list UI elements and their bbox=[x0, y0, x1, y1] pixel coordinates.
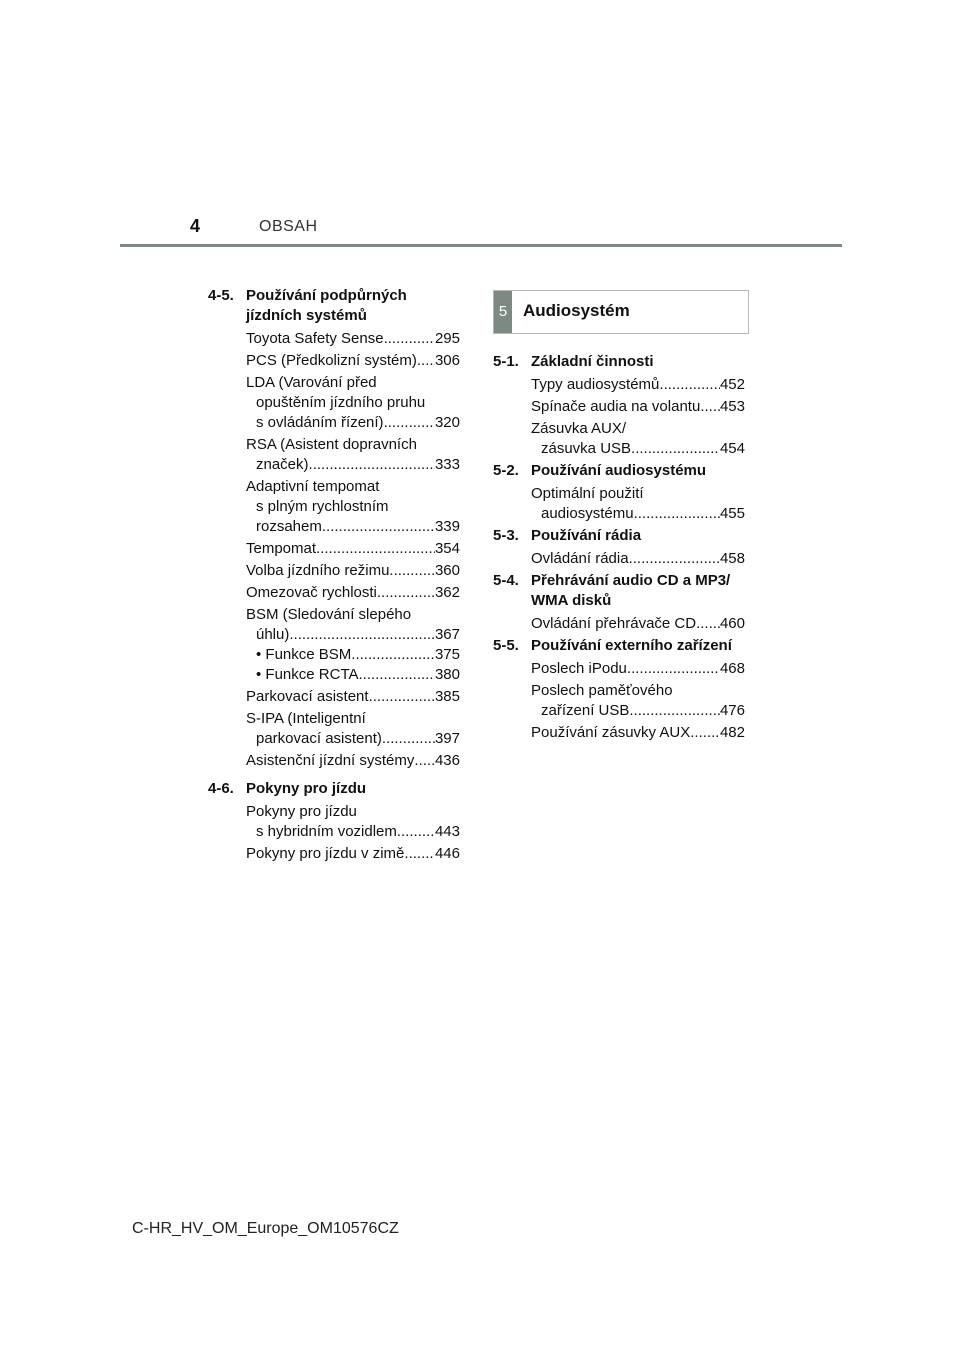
toc-section-heading[interactable]: 4-6. Pokyny pro jízdu bbox=[208, 780, 367, 797]
page-ref: 436 bbox=[434, 752, 460, 769]
toc-section-heading[interactable]: 5-1. Základní činnosti bbox=[493, 353, 654, 370]
chapter-heading-box[interactable] bbox=[493, 290, 749, 334]
toc-entry[interactable]: S-IPA (Inteligentní parkovací asistent) ..... 397 bbox=[208, 709, 460, 749]
toc-entry[interactable]: RSA (Asistent dopravních značek) ..... 333 bbox=[208, 435, 460, 475]
page-ref: 306 bbox=[434, 352, 460, 369]
chapter-number-tab: 5 bbox=[494, 291, 512, 333]
toc-subentry[interactable]: • Funkce RCTA ..... 380 bbox=[246, 665, 460, 685]
page-ref: 295 bbox=[434, 330, 460, 347]
page-ref: 458 bbox=[719, 550, 745, 567]
toc-entry[interactable]: Pokyny pro jízdu s hybridním vozidlem ..... 443 bbox=[208, 802, 460, 842]
header-divider bbox=[120, 244, 842, 247]
page-ref: 354 bbox=[434, 540, 460, 557]
page-ref: 455 bbox=[719, 505, 745, 522]
page-ref: 460 bbox=[719, 615, 745, 632]
chapter-title: Audiosystém bbox=[523, 301, 630, 320]
toc-entry[interactable]: Tempomat ..... 354 bbox=[208, 539, 460, 559]
page-ref: 453 bbox=[719, 398, 745, 415]
section-title: OBSAH bbox=[259, 218, 318, 235]
toc-entry[interactable]: BSM (Sledování slepého úhlu) ..... 367 • Funkce BSM ..... 375 • Funkce RCTA ..... 380 bbox=[208, 605, 460, 685]
page-ref: 446 bbox=[434, 845, 460, 862]
page-ref: 375 bbox=[434, 646, 460, 663]
toc-section-heading[interactable]: 5-2. Používání audiosystému bbox=[493, 462, 707, 479]
page-ref: 367 bbox=[434, 626, 460, 643]
page-ref: 454 bbox=[719, 440, 745, 457]
page-header bbox=[120, 216, 842, 246]
toc-subentry[interactable]: • Funkce BSM ..... 375 bbox=[246, 645, 460, 665]
toc-entry[interactable]: Používání zásuvky AUX ..... 482 bbox=[493, 723, 745, 743]
toc-entry[interactable]: Spínače audia na volantu ..... 453 bbox=[493, 397, 745, 417]
toc-section-heading[interactable]: 4-5. Používání podpůrných jízdních systémů bbox=[208, 287, 407, 324]
toc-entry[interactable]: Pokyny pro jízdu v zimě ..... 446 bbox=[208, 844, 460, 864]
page-ref: 339 bbox=[434, 518, 460, 535]
toc-entry[interactable]: Ovládání přehrávače CD ..... 460 bbox=[493, 614, 745, 634]
page-ref: 320 bbox=[434, 414, 460, 431]
toc-entry[interactable]: Typy audiosystémů ..... 452 bbox=[493, 375, 745, 395]
page-ref: 362 bbox=[434, 584, 460, 601]
page-ref: 482 bbox=[719, 724, 745, 741]
page-ref: 360 bbox=[434, 562, 460, 579]
toc-entry[interactable]: Optimální použití audiosystému ..... 455 bbox=[493, 484, 745, 524]
toc-entry[interactable]: Poslech iPodu ..... 468 bbox=[493, 659, 745, 679]
toc-entry[interactable]: LDA (Varování před opuštěním jízdního pruhu s ovládáním řízení) ..... 320 bbox=[208, 373, 460, 433]
page-ref: 452 bbox=[719, 376, 745, 393]
toc-entry[interactable]: PCS (Předkolizní systém) ..... 306 bbox=[208, 351, 460, 371]
toc-entry[interactable]: Adaptivní tempomat s plným rychlostním rozsahem ..... 339 bbox=[208, 477, 460, 537]
page-ref: 468 bbox=[719, 660, 745, 677]
toc-entry[interactable]: Zásuvka AUX/ zásuvka USB ..... 454 bbox=[493, 419, 745, 459]
toc-entry[interactable]: Poslech paměťového zařízení USB ..... 476 bbox=[493, 681, 745, 721]
toc-left-column bbox=[208, 286, 460, 866]
toc-section-heading[interactable]: 5-4. Přehrávání audio CD a MP3/ WMA disků bbox=[493, 572, 731, 609]
toc-section-heading[interactable]: 5-3. Používání rádia bbox=[493, 527, 642, 544]
toc-entry[interactable]: Parkovací asistent ..... 385 bbox=[208, 687, 460, 707]
toc-entry[interactable]: Toyota Safety Sense ..... 295 bbox=[208, 329, 460, 349]
page-ref: 397 bbox=[434, 730, 460, 747]
toc-right-column bbox=[493, 352, 745, 745]
toc-entry[interactable]: Ovládání rádia ..... 458 bbox=[493, 549, 745, 569]
page-ref: 476 bbox=[719, 702, 745, 719]
toc-entry[interactable]: Asistenční jízdní systémy ..... 436 bbox=[208, 751, 460, 771]
page-ref: 333 bbox=[434, 456, 460, 473]
page-ref: 385 bbox=[434, 688, 460, 705]
page-number: 4 bbox=[190, 216, 201, 236]
toc-entry[interactable]: Volba jízdního režimu ..... 360 bbox=[208, 561, 460, 581]
page-ref: 443 bbox=[434, 823, 460, 840]
page-ref: 380 bbox=[434, 666, 460, 683]
toc-entry[interactable]: Omezovač rychlosti ..... 362 bbox=[208, 583, 460, 603]
toc-section-heading[interactable]: 5-5. Používání externího zařízení bbox=[493, 637, 732, 654]
document-code: C-HR_HV_OM_Europe_OM10576CZ bbox=[132, 1220, 399, 1237]
